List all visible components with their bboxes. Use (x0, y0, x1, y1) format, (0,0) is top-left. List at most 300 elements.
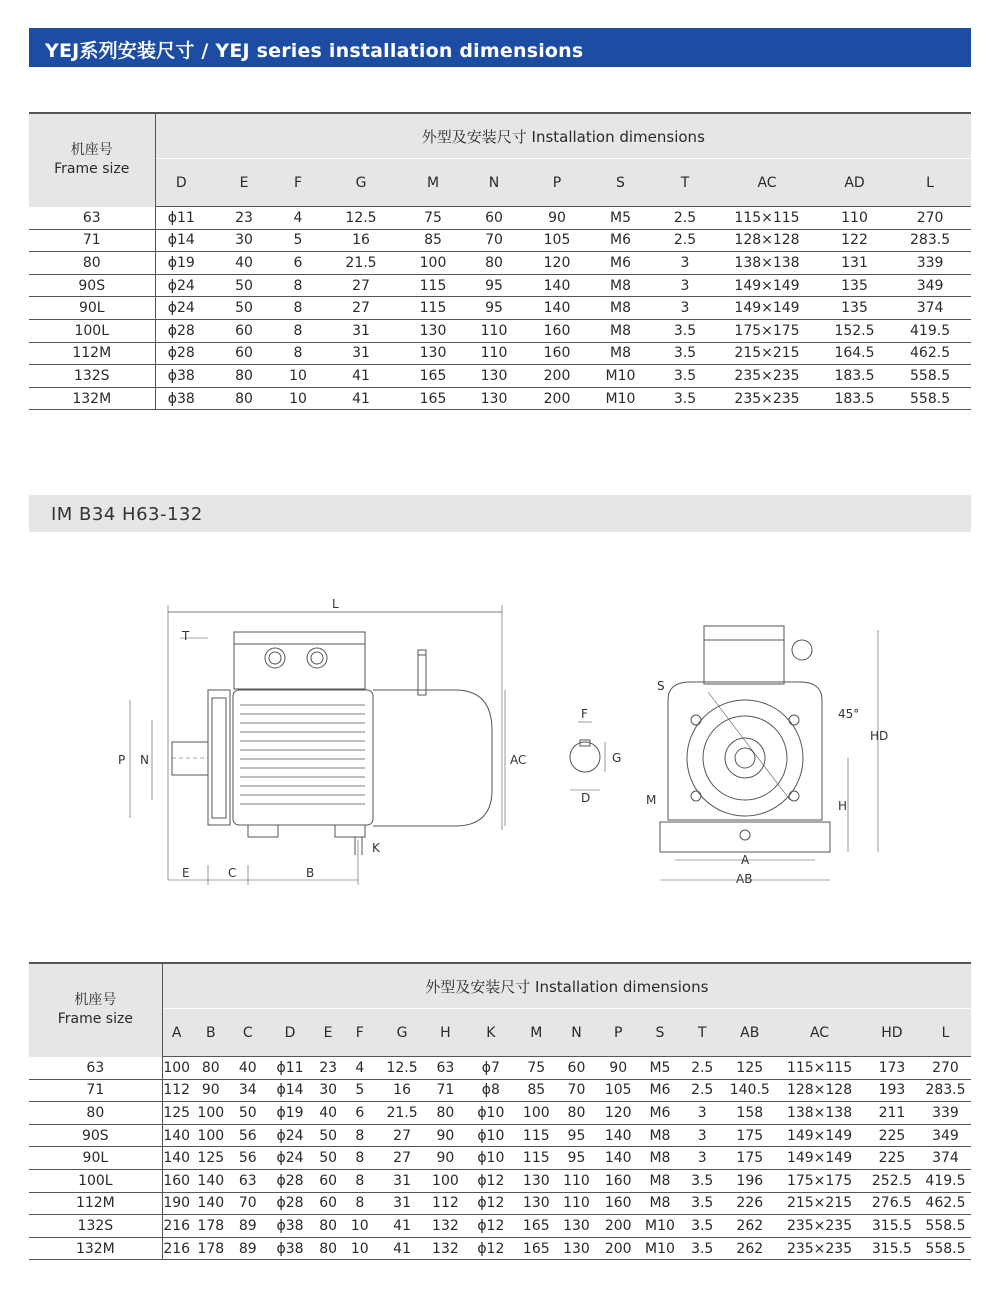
column-header-h: H (425, 1009, 465, 1057)
mounting-type-label: IM B34 H63-132 (51, 504, 203, 525)
dimension-cell: 178 (191, 1215, 231, 1238)
shaft-key-section (570, 722, 605, 790)
dimension-cell: 40 (315, 1102, 340, 1125)
dimension-cell: 34 (231, 1079, 265, 1102)
dimension-cell: ϕ12 (465, 1192, 516, 1215)
dimension-cell: 95 (556, 1124, 596, 1147)
dimension-cell: 235×235 (714, 387, 820, 410)
dimension-cell: ϕ11 (265, 1057, 316, 1080)
frame-size-cell: 132S (29, 365, 155, 388)
dimension-cell: 100 (425, 1169, 465, 1192)
dimension-cell: M8 (640, 1169, 680, 1192)
column-header-k: K (465, 1009, 516, 1057)
dimension-cell: 270 (920, 1057, 971, 1080)
dimension-cell: 80 (459, 252, 529, 275)
dim-label-C: C (228, 866, 237, 880)
column-header-e: E (315, 1009, 340, 1057)
dimension-cell: 158 (724, 1102, 775, 1125)
dimension-cell: 558.5 (889, 365, 971, 388)
dimension-cell: ϕ24 (265, 1124, 316, 1147)
dimension-cell: 3.5 (656, 365, 714, 388)
dimension-cell: 558.5 (920, 1237, 971, 1260)
dimension-cell: 63 (231, 1169, 265, 1192)
frame-size-header (29, 963, 162, 1057)
column-header-f: F (341, 1009, 379, 1057)
dimension-cell: 196 (724, 1169, 775, 1192)
dim-label-N: N (140, 753, 149, 767)
dimension-cell: ϕ24 (155, 297, 207, 320)
dimension-cell: 27 (315, 274, 407, 297)
dimension-cell: 164.5 (820, 342, 889, 365)
column-header-m: M (516, 1009, 556, 1057)
dimension-cell: 225 (864, 1124, 920, 1147)
dimension-cell: 558.5 (889, 387, 971, 410)
dimension-cell: 160 (529, 319, 585, 342)
dimension-cell: 130 (407, 342, 459, 365)
dimension-cell: 60 (315, 1192, 340, 1215)
dimension-cell: 2.5 (656, 207, 714, 230)
dimension-cell: 149×149 (714, 297, 820, 320)
dimension-cell: 130 (407, 319, 459, 342)
table-row (29, 342, 971, 365)
dimension-cell: 462.5 (920, 1192, 971, 1215)
dimension-cell: 110 (459, 319, 529, 342)
dimension-cell: 60 (207, 319, 281, 342)
column-header-ab: AB (724, 1009, 775, 1057)
dimension-cell: 80 (315, 1215, 340, 1238)
dimension-cell: 200 (597, 1215, 640, 1238)
dimension-cell: 60 (207, 342, 281, 365)
column-header-b: B (191, 1009, 231, 1057)
frame-size-cell: 63 (29, 207, 155, 230)
dimension-cell: ϕ28 (155, 342, 207, 365)
dim-label-P: P (118, 753, 126, 767)
dimension-cell: 135 (820, 297, 889, 320)
frame-size-cell: 71 (29, 1079, 162, 1102)
installation-dimensions-header: 外型及安装尺寸 Installation dimensions (162, 963, 971, 1009)
dimension-cell: 120 (597, 1102, 640, 1125)
table-row (29, 1079, 971, 1102)
dimension-cell: 50 (315, 1147, 340, 1170)
frame-size-cell: 132M (29, 1237, 162, 1260)
dimension-cell: 130 (459, 387, 529, 410)
dimension-cell: 276.5 (864, 1192, 920, 1215)
table-row (29, 1147, 971, 1170)
dimension-cell: ϕ38 (265, 1215, 316, 1238)
table-row (29, 252, 971, 275)
dimension-cell: 2.5 (680, 1079, 724, 1102)
dimension-cell: 80 (556, 1102, 596, 1125)
dimension-cell: ϕ8 (465, 1079, 516, 1102)
dimension-cell: 178 (191, 1237, 231, 1260)
table-row (29, 207, 971, 230)
table-row (29, 1169, 971, 1192)
dimension-cell: ϕ28 (155, 319, 207, 342)
dimension-cell: 50 (315, 1124, 340, 1147)
dimension-cell: 140 (597, 1147, 640, 1170)
dimension-cell: 10 (341, 1237, 379, 1260)
column-header-l: L (920, 1009, 971, 1057)
dimension-cell: 105 (597, 1079, 640, 1102)
dimension-cell: 40 (231, 1057, 265, 1080)
dimension-cell: 41 (379, 1237, 426, 1260)
dim-label-AC: AC (510, 753, 527, 767)
dimension-cell: 175×175 (775, 1169, 864, 1192)
dimension-cell: 3.5 (680, 1169, 724, 1192)
dimension-cell: 200 (529, 365, 585, 388)
column-header-e: E (207, 159, 281, 207)
dimension-cell: 10 (341, 1215, 379, 1238)
dimension-cell: M6 (640, 1079, 680, 1102)
frame-size-cell: 100L (29, 319, 155, 342)
dimension-cell: 23 (207, 207, 281, 230)
frame-size-label-en: Frame size (54, 161, 130, 178)
dimension-cell: 165 (516, 1215, 556, 1238)
dimension-cell: 56 (231, 1147, 265, 1170)
dimension-cell: 3.5 (656, 319, 714, 342)
dim-label-G: G (612, 751, 622, 765)
dimension-cell: 89 (231, 1215, 265, 1238)
dimension-cell: 27 (379, 1124, 426, 1147)
dimension-cell: ϕ28 (265, 1192, 316, 1215)
table-row (29, 1124, 971, 1147)
dim-label-H: H (838, 799, 848, 813)
column-header-l: L (889, 159, 971, 207)
dimension-cell: 122 (820, 229, 889, 252)
dimension-cell: 90 (425, 1147, 465, 1170)
dimension-cell: 105 (529, 229, 585, 252)
dimension-cell: ϕ38 (265, 1237, 316, 1260)
dimension-cell: 85 (407, 229, 459, 252)
dimension-cell: ϕ38 (155, 387, 207, 410)
dimension-cell: M10 (585, 365, 656, 388)
frame-size-cell: 132M (29, 387, 155, 410)
dimension-cell: 23 (315, 1057, 340, 1080)
frame-size-label-zh: 机座号 (70, 142, 113, 159)
dimension-cell: 112 (425, 1192, 465, 1215)
dimension-cell: 8 (281, 297, 315, 320)
dimension-cell: 131 (820, 252, 889, 275)
dimension-cell: ϕ24 (155, 274, 207, 297)
dimension-cell: 115 (407, 274, 459, 297)
table-row (29, 365, 971, 388)
dimension-cell: 175×175 (714, 319, 820, 342)
dimension-cell: 140 (191, 1169, 231, 1192)
dimension-cell: 226 (724, 1192, 775, 1215)
dimension-cell: 235×235 (775, 1237, 864, 1260)
dimension-cell: 132 (425, 1237, 465, 1260)
column-header-hd: HD (864, 1009, 920, 1057)
dimension-cell: 140 (162, 1124, 191, 1147)
column-header-n: N (459, 159, 529, 207)
dimension-cell: 41 (379, 1215, 426, 1238)
column-header-p: P (529, 159, 585, 207)
dimension-cell: 130 (556, 1237, 596, 1260)
dimension-cell: M10 (640, 1215, 680, 1238)
dimension-cell: 8 (281, 319, 315, 342)
installation-dimensions-header: 外型及安装尺寸 Installation dimensions (155, 113, 971, 159)
dimension-cell: 90 (529, 207, 585, 230)
dimension-cell: 100 (191, 1102, 231, 1125)
column-header-m: M (407, 159, 459, 207)
dimension-cell: 40 (207, 252, 281, 275)
dimensions-table-1 (29, 112, 971, 410)
dimension-cell: 3 (680, 1147, 724, 1170)
dimension-cell: 160 (162, 1169, 191, 1192)
frame-size-label-zh: 机座号 (74, 992, 117, 1009)
dimension-cell: ϕ12 (465, 1169, 516, 1192)
dimension-cell: ϕ12 (465, 1215, 516, 1238)
dimension-cell: 112 (162, 1079, 191, 1102)
dimension-cell: M8 (640, 1192, 680, 1215)
dimension-cell: 130 (516, 1192, 556, 1215)
dimension-cell: 80 (191, 1057, 231, 1080)
dimension-cell: 12.5 (315, 207, 407, 230)
dimension-cell: M8 (585, 342, 656, 365)
frame-size-header (29, 113, 155, 207)
banner-title: YEJ系列安装尺寸 / YEJ series installation dimensions (45, 40, 584, 62)
dimension-cell: 262 (724, 1237, 775, 1260)
dimension-cell: 90 (191, 1079, 231, 1102)
dimension-cell: 95 (459, 274, 529, 297)
dim-label-angle: 45° (838, 707, 860, 721)
dimension-cell: 140 (162, 1147, 191, 1170)
dimension-cell: 41 (315, 365, 407, 388)
dimension-cell: 31 (379, 1192, 426, 1215)
dimension-cell: 75 (516, 1057, 556, 1080)
dimension-cell: ϕ11 (155, 207, 207, 230)
dimension-cell: ϕ28 (265, 1169, 316, 1192)
dimension-cell: ϕ38 (155, 365, 207, 388)
dim-label-E: E (182, 866, 190, 880)
dimension-cell: 252.5 (864, 1169, 920, 1192)
dimension-cell: 80 (207, 365, 281, 388)
dimension-cell: 16 (379, 1079, 426, 1102)
dimension-cell: M8 (585, 319, 656, 342)
dimension-cell: 165 (407, 365, 459, 388)
dimension-cell: 3 (680, 1102, 724, 1125)
dimension-cell: 128×128 (714, 229, 820, 252)
dimension-cell: 216 (162, 1215, 191, 1238)
dimension-cell: 462.5 (889, 342, 971, 365)
column-header-n: N (556, 1009, 596, 1057)
dimension-cell: 211 (864, 1102, 920, 1125)
dimension-cell: ϕ24 (265, 1147, 316, 1170)
frame-size-cell: 90L (29, 1147, 162, 1170)
dimension-cell: 30 (315, 1079, 340, 1102)
dimension-cell: 60 (459, 207, 529, 230)
dimension-cell: M8 (640, 1147, 680, 1170)
column-header-ac: AC (714, 159, 820, 207)
dimension-cell: 5 (281, 229, 315, 252)
dimension-cell: 125 (191, 1147, 231, 1170)
dimension-cell: 193 (864, 1079, 920, 1102)
dimensions-table-2 (29, 962, 971, 1260)
dimension-cell: 140 (529, 297, 585, 320)
column-header-g: G (315, 159, 407, 207)
dimension-cell: 63 (425, 1057, 465, 1080)
dimension-cell: 3.5 (656, 342, 714, 365)
dimension-cell: 70 (459, 229, 529, 252)
column-header-ac: AC (775, 1009, 864, 1057)
dimension-cell: 12.5 (379, 1057, 426, 1080)
dimension-cell: 349 (920, 1124, 971, 1147)
dimension-cell: 100 (162, 1057, 191, 1080)
dimension-cell: 90 (597, 1057, 640, 1080)
dimension-cell: 115 (407, 297, 459, 320)
frame-size-cell: 90S (29, 274, 155, 297)
frame-size-cell: 63 (29, 1057, 162, 1080)
dimension-cell: 149×149 (714, 274, 820, 297)
dimension-cell: 8 (341, 1192, 379, 1215)
dim-label-HD: HD (870, 729, 889, 743)
frame-size-cell: 112M (29, 1192, 162, 1215)
dimension-cell: M10 (585, 387, 656, 410)
dimension-cell: 8 (341, 1147, 379, 1170)
column-header-s: S (640, 1009, 680, 1057)
dimension-cell: 315.5 (864, 1237, 920, 1260)
dimension-cell: 200 (529, 387, 585, 410)
dimension-cell: 132 (425, 1215, 465, 1238)
column-header-d: D (265, 1009, 316, 1057)
dimension-cell: 125 (724, 1057, 775, 1080)
dimension-cell: 115 (516, 1124, 556, 1147)
dimension-cell: 128×128 (775, 1079, 864, 1102)
dimension-cell: M5 (640, 1057, 680, 1080)
table-row (29, 274, 971, 297)
dimension-cell: 60 (315, 1169, 340, 1192)
dimension-cell: 3 (680, 1124, 724, 1147)
dimension-cell: M8 (585, 274, 656, 297)
frame-size-cell: 90L (29, 297, 155, 320)
dimension-cell: 215×215 (714, 342, 820, 365)
dimension-cell: 225 (864, 1147, 920, 1170)
dimension-cell: 3.5 (656, 387, 714, 410)
dimension-cell: 5 (341, 1079, 379, 1102)
dimension-cell: 80 (207, 387, 281, 410)
dim-label-M: M (646, 793, 657, 807)
table-row (29, 229, 971, 252)
dimension-cell: 175 (724, 1147, 775, 1170)
dimension-cell: ϕ10 (465, 1102, 516, 1125)
dim-label-AB: AB (736, 872, 753, 886)
column-header-t: T (656, 159, 714, 207)
dimension-cell: 3 (656, 297, 714, 320)
table-row (29, 1192, 971, 1215)
dimension-cell: 70 (231, 1192, 265, 1215)
dimension-cell: 165 (516, 1237, 556, 1260)
frame-size-cell: 132S (29, 1215, 162, 1238)
dimension-cell: 110 (459, 342, 529, 365)
dim-label-D: D (581, 791, 591, 805)
dimension-cell: 130 (556, 1215, 596, 1238)
dimension-cell: 2.5 (656, 229, 714, 252)
dimension-cell: 10 (281, 365, 315, 388)
dimension-cell: 262 (724, 1215, 775, 1238)
table-row (29, 387, 971, 410)
dimension-cell: 16 (315, 229, 407, 252)
table-row (29, 1102, 971, 1125)
dimension-cell: 140.5 (724, 1079, 775, 1102)
dimension-cell: M10 (640, 1237, 680, 1260)
dimension-cell: 80 (425, 1102, 465, 1125)
dimension-cell: ϕ19 (155, 252, 207, 275)
dimension-cell: 160 (597, 1192, 640, 1215)
dimension-cell: ϕ10 (465, 1124, 516, 1147)
dimension-cell: M5 (585, 207, 656, 230)
column-header-t: T (680, 1009, 724, 1057)
frame-size-cell: 100L (29, 1169, 162, 1192)
column-header-g: G (379, 1009, 426, 1057)
dimension-cell: 152.5 (820, 319, 889, 342)
dimension-cell: 235×235 (714, 365, 820, 388)
motor-dimension-drawing (100, 590, 890, 900)
dimension-cell: 419.5 (920, 1169, 971, 1192)
dimension-cell: 110 (820, 207, 889, 230)
dimension-cell: 3.5 (680, 1192, 724, 1215)
dimension-cell: 374 (920, 1147, 971, 1170)
dimension-cell: 110 (556, 1169, 596, 1192)
dimension-cell: 8 (281, 274, 315, 297)
dimension-cell: 30 (207, 229, 281, 252)
dimension-cell: 85 (516, 1079, 556, 1102)
dimension-cell: 283.5 (889, 229, 971, 252)
dimension-cell: 183.5 (820, 387, 889, 410)
dimension-cell: 339 (889, 252, 971, 275)
dimension-cell: 3 (656, 274, 714, 297)
dimension-cell: 8 (281, 342, 315, 365)
dimension-cell: 70 (556, 1079, 596, 1102)
dim-label-F: F (581, 707, 588, 721)
dimension-cell: 115×115 (775, 1057, 864, 1080)
dimension-cell: 100 (191, 1124, 231, 1147)
dimension-cell: 173 (864, 1057, 920, 1080)
dimension-cell: 283.5 (920, 1079, 971, 1102)
dimension-cell: 75 (407, 207, 459, 230)
dimension-cell: 2.5 (680, 1057, 724, 1080)
dimension-cell: 41 (315, 387, 407, 410)
dimension-cell: 216 (162, 1237, 191, 1260)
table-row (29, 319, 971, 342)
frame-size-label-en: Frame size (57, 1011, 133, 1028)
dimension-cell: 115×115 (714, 207, 820, 230)
dimension-cell: 558.5 (920, 1215, 971, 1238)
dimension-cell: ϕ10 (465, 1147, 516, 1170)
dimension-cell: 190 (162, 1192, 191, 1215)
dimension-cell: M6 (640, 1102, 680, 1125)
frame-size-cell: 80 (29, 1102, 162, 1125)
dimension-cell: M6 (585, 252, 656, 275)
dimension-cell: 6 (281, 252, 315, 275)
dimension-cell: 8 (341, 1169, 379, 1192)
dimension-cell: 315.5 (864, 1215, 920, 1238)
dimension-cell: 419.5 (889, 319, 971, 342)
dim-label-A: A (741, 853, 750, 867)
dim-label-K: K (372, 841, 380, 855)
dimension-cell: M8 (585, 297, 656, 320)
dimension-cell: 3 (656, 252, 714, 275)
dimension-cell: 50 (207, 274, 281, 297)
section-banner (29, 28, 971, 67)
table-row (29, 1237, 971, 1260)
dimension-cell: 149×149 (775, 1147, 864, 1170)
dimension-cell: 165 (407, 387, 459, 410)
dimension-cell: 160 (597, 1169, 640, 1192)
column-header-f: F (281, 159, 315, 207)
frame-size-cell: 90S (29, 1124, 162, 1147)
dimension-cell: 8 (341, 1124, 379, 1147)
dimension-cell: 349 (889, 274, 971, 297)
